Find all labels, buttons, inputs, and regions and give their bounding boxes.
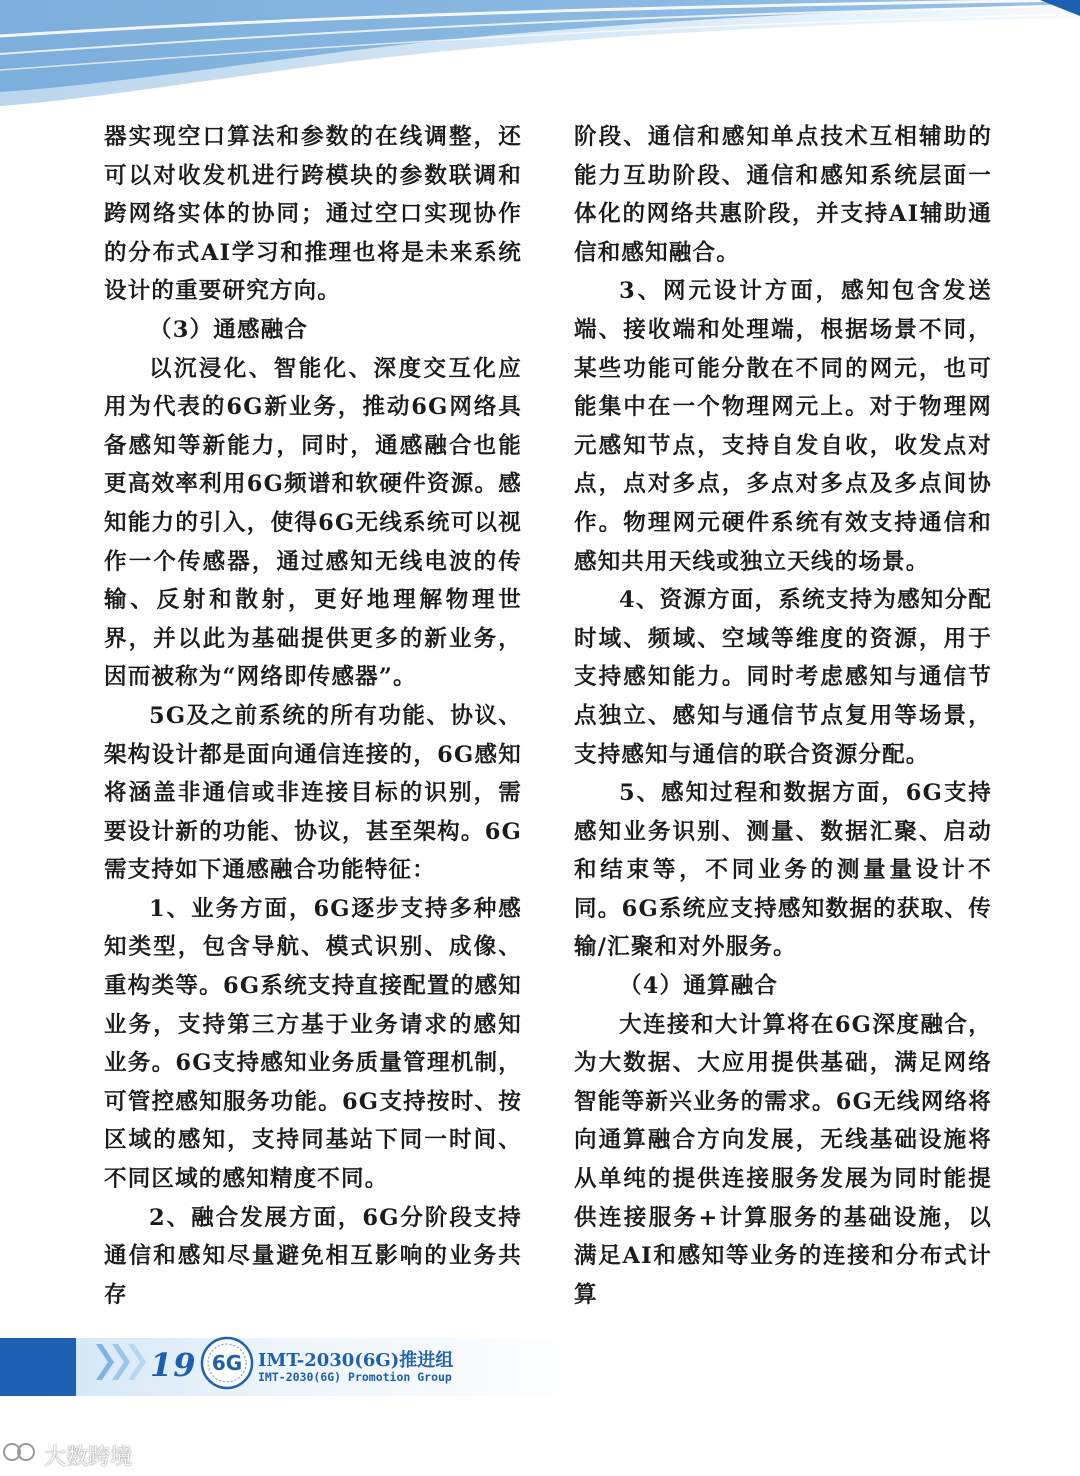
section-heading-4: （4）通算融合 <box>619 973 779 1000</box>
imt-2030-logo-icon <box>200 1336 254 1390</box>
watermark-text: 大数跨境 <box>44 1445 133 1470</box>
top-banner-decoration <box>0 0 1080 120</box>
page-number: 19 <box>150 1346 197 1384</box>
watermark-logo-icon <box>0 1438 40 1466</box>
left-paragraph: 2、融合发展方面，6G分阶段支持通信和感知尽量避免相互影响的业务共存 <box>104 1204 522 1308</box>
svg-text:6G: 6G <box>211 1351 243 1375</box>
right-paragraph: 大连接和大计算将在6G深度融合，为大数据、大应用提供基础，满足网络智能等新兴业务的需求。6G无线网络将向通算融合方向发展，无线基础设施将从单纯的提供连接服务发展为同时能提供连接服务+计算服务的基础设施，以满足AI和感知等业务的连接和分布式计算 <box>574 1011 992 1308</box>
org-name-english: IMT-2030(6G) Promotion Group <box>258 1370 452 1384</box>
section-heading-3: （3）通感融合 <box>149 316 309 343</box>
left-paragraph: 以沉浸化、智能化、深度交互化应用为代表的6G新业务，推动6G网络具备感知等新能力，同时，通感融合也能更高效率利用6G频谱和软硬件资源。感知能力的引入，使得6G无线系统可以视作一个传感器，通过感知无线电波的传输、反射和散射，更好地理解物理世界，并以此为基础提供更多的新业务，因而被称为“网络即传感器”。 <box>104 355 522 691</box>
left-paragraph: 1、业务方面，6G逐步支持多种感知类型，包含导航、模式识别、成像、重构类等。6G系统支持直接配置的感知业务，支持第三方基于业务请求的感知业务。6G支持感知业务质量管理机制，可管控感知服务功能。6G支持按时、按区域的感知，支持同基站下同一时间、不同区域的感知精度不同。 <box>104 895 522 1193</box>
right-paragraph: 阶段、通信和感知单点技术互相辅助的能力互助阶段、通信和感知系统层面一体化的网络共惠阶段，并支持AI辅助通信和感知融合。 <box>574 124 992 266</box>
right-text-column <box>574 118 992 1314</box>
left-paragraph: 5G及之前系统的所有功能、协议、架构设计都是面向通信连接的，6G感知将涵盖非通信或非连接目标的识别，需要设计新的功能、协议，甚至架构。6G需支持如下通感融合功能特征： <box>104 702 522 884</box>
right-paragraph: 3、网元设计方面，感知包含发送端、接收端和处理端，根据场景不同，某些功能可能分散在不同的网元，也可能集中在一个物理网元上。对于物理网元感知节点，支持自发自收，收发点对点，点对多点，多点对多点及多点间协作。物理网元硬件系统有效支持通信和感知共用天线或独立天线的场景。 <box>574 278 992 575</box>
right-paragraph: 4、资源方面，系统支持为感知分配时域、频域、空域等维度的资源，用于支持感知能力。同时考虑感知与通信节点独立、感知与通信节点复用等场景，支持感知与通信的联合资源分配。 <box>574 587 992 768</box>
right-paragraph: 5、感知过程和数据方面，6G支持感知业务识别、测量、数据汇聚、启动和结束等，不同业务的测量量设计不同。6G系统应支持感知数据的获取、传输/汇聚和对外服务。 <box>574 780 992 961</box>
org-name: IMT-2030(6G)推进组 <box>258 1350 454 1371</box>
left-text-column <box>104 118 522 1314</box>
left-paragraph: 器实现空口算法和参数的在线调整，还可以对收发机进行跨模块的参数联调和跨网络实体的协同；通过空口实现协作的分布式AI学习和推理也将是未来系统设计的重要研究方向。 <box>104 124 522 305</box>
